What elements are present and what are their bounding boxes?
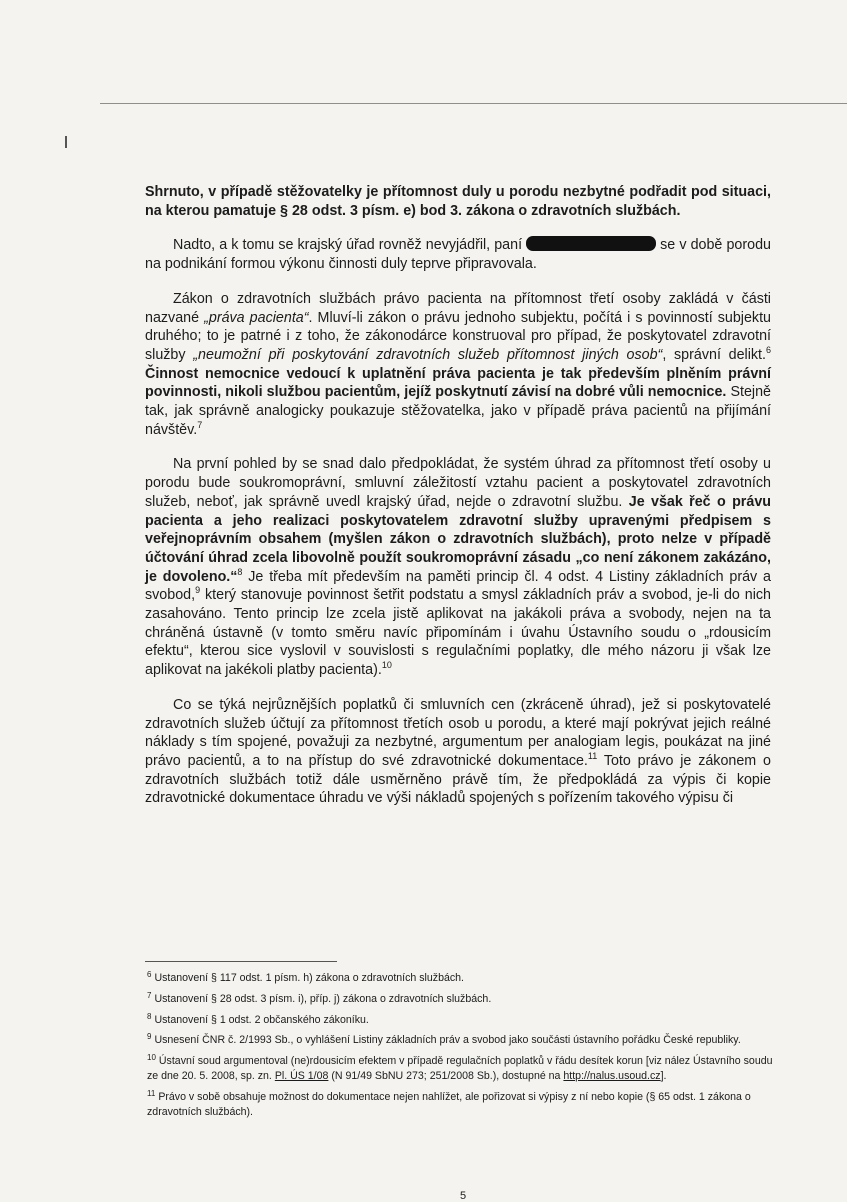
footnote-number: 6 [147,970,152,979]
footnote-ref[interactable]: 9 [195,585,201,596]
footnotes [147,968,777,1122]
footnote-ref[interactable]: 10 [381,660,392,671]
footnote-number: 8 [147,1011,152,1021]
footnote-ref[interactable]: 7 [197,419,203,430]
nalus-link[interactable]: http://nalus.usoud.cz [563,1069,661,1082]
paragraph-text: Na první pohled by se snad dalo předpokládat, že systém úhrad za přítomnost třetí osoby u porodu bude soukromoprávní, smluvní záležitostí vztahu pacient a poskytovatel zdravotních služeb, neboť, jak správně uvedl krajský úřad, nejde o zdravotní službu. [145,456,771,510]
footnote-ref[interactable]: 6 [766,345,772,356]
footnote-text: Ustanovení § 1 odst. 2 občanského zákoníku. [154,1013,369,1026]
footnote-7 [147,989,777,1007]
footnote-text: Právo v sobě obsahuje možnost do dokumentace nejen nahlížet, ale pořizovat si výpisy z ní nebo kopie (§ 65 odst. 1 zákona o zdravotních službách). [147,1090,751,1118]
emphasized-text: Činnost nemocnice vedoucí k uplatnění práva pacienta je tak především plněním právní povinnosti, nikoli službou pacientům, jejíž poskytnutí závisí na dobré vůli nemocnice. [145,365,771,401]
paragraph-text: , správní delikt. [662,346,767,363]
paragraph-text: Co se týká nejrůznějších poplatků či smluvních cen (zkráceně úhrad), jež si poskytovatelé zdravotních služeb účtují za přítomnost třetích osob u porodu, a které mají pokrývat jejich reálné náklady s tím spojené, považuji za nezbytné, argumentum per analogiam legis, poukázat na jiné právo pacientů, a to na přístup do své zdravotnické dokumentace. [145,696,771,769]
paragraph-text: Zákon o zdravotních službách právo pacienta na přítomnost třetí osoby zakládá v části nazvané [145,290,771,326]
scan-edge-line [100,103,847,104]
footnote-10 [147,1051,777,1084]
paragraph-additionally [145,236,771,273]
case-reference-link[interactable]: Pl. ÚS 1/08 [274,1069,329,1082]
footnote-text: (N 91/49 SbNU 273; 251/2008 Sb.), dostupné na [328,1069,564,1082]
page-number: 5 [460,1190,467,1202]
redaction-bar [526,236,656,251]
footnote-text: Ustanovení § 117 odst. 1 písm. h) zákona o zdravotních službách. [154,972,465,984]
document-body [145,183,771,808]
footnote-number: 11 [147,1088,156,1098]
paragraph-text: který stanovuje povinnost šetřit podstatu a smysl základních práv a svobod, je-li do nich zasahováno. Tento princip lze zcela jistě aplikovat na jakákoli práva a svobody, nejen na ta chráněná ústavně (v tomto směru navíc připomínám i úvahu Ústavního soudu o „rdousicím efektu“, kterou sice vyslovil v souvislosti s regulačními poplatky, dle mého názoru ji však lze aplikovat na jakékoli platby pacienta). [145,587,771,679]
paragraph-text: se v době porodu na podnikání formou výkonu činnosti duly teprve připravovala. [145,237,771,273]
footnote-8 [147,1010,777,1028]
scan-mark [65,136,67,148]
paragraph-text: . Mluví-li zákon o právu jednoho subjektu, počítá i s povinností subjektu druhého; to je patrné i z toho, že zákonodárce konstruoval pro případ, že poskytovatel zdravotní služby [145,309,772,363]
summary-paragraph: Shrnuto, v případě stěžovatelky je přítomnost duly u porodu nezbytné podřadit pod situaci, na kterou pamatuje § 28 odst. 3 písm. e) bod 3. zákona o zdravotních službách. [145,184,771,219]
paragraph-payment-system [145,455,771,679]
paragraph-patient-rights [145,290,771,440]
footnote-separator [145,961,337,962]
quoted-term: „práva pacienta“ [204,309,309,326]
footnote-text: Ústavní soud argumentoval (ne)rdousicím efektem v případě regulačních poplatků v řádu desítek korun [viz nález Ústavního soudu ze dne 20. 5. 2008, sp. zn. [147,1055,773,1082]
footnote-number: 9 [147,1032,152,1042]
emphasized-text: Je však řeč o právu pacienta a jeho realizaci poskytovatelem zdravotní služby upravenými předpisem s veřejnoprávním obsahem (myšlen zákon o zdravotních službách), proto nelze v případě účtování úhrad zcela libovolně použít soukromoprávní zásadu „co není zákonem zakázáno, je dovoleno.“ [145,493,771,585]
footnote-text: Usnesení ČNR č. 2/1993 Sb., o vyhlášení Listiny základních práv a svobod jako součásti ústavního pořádku České republiky. [154,1034,741,1047]
footnote-ref[interactable]: 8 [237,566,243,577]
footnote-ref[interactable]: 11 [587,751,598,762]
footnote-11 [147,1087,777,1120]
paragraph-text: Nadto, a k tomu se krajský úřad rovněž nevyjádřil, paní [173,237,523,254]
paragraph-text: Stejně tak, jak správně analogicky poukazuje stěžovatelka, jako v případě práva pacientů na přijímání návštěv. [145,384,771,438]
paragraph-fees [145,696,771,808]
footnote-6 [147,968,777,986]
paragraph-text: Toto právo je zákonem o zdravotních službách totiž dále usměrněno právě tím, že předpokládá za výpis či kopie zdravotnické dokumentace úhradu ve výši nákladů spojených s pořízením takového výpisu či [145,752,771,807]
footnote-text: Ustanovení § 28 odst. 3 písm. i), příp. j) zákona o zdravotních službách. [154,992,492,1005]
quoted-term: „neumožní při poskytování zdravotních služeb přítomnost jiných osob“ [193,346,663,363]
footnote-9 [147,1030,777,1048]
paragraph-text: Je třeba mít především na paměti princip čl. 4 odst. 4 Listiny základních práv a svobod, [145,568,771,604]
footnote-number: 7 [147,990,152,1000]
footnote-text: ]. [660,1069,667,1082]
footnote-number: 10 [147,1053,156,1063]
